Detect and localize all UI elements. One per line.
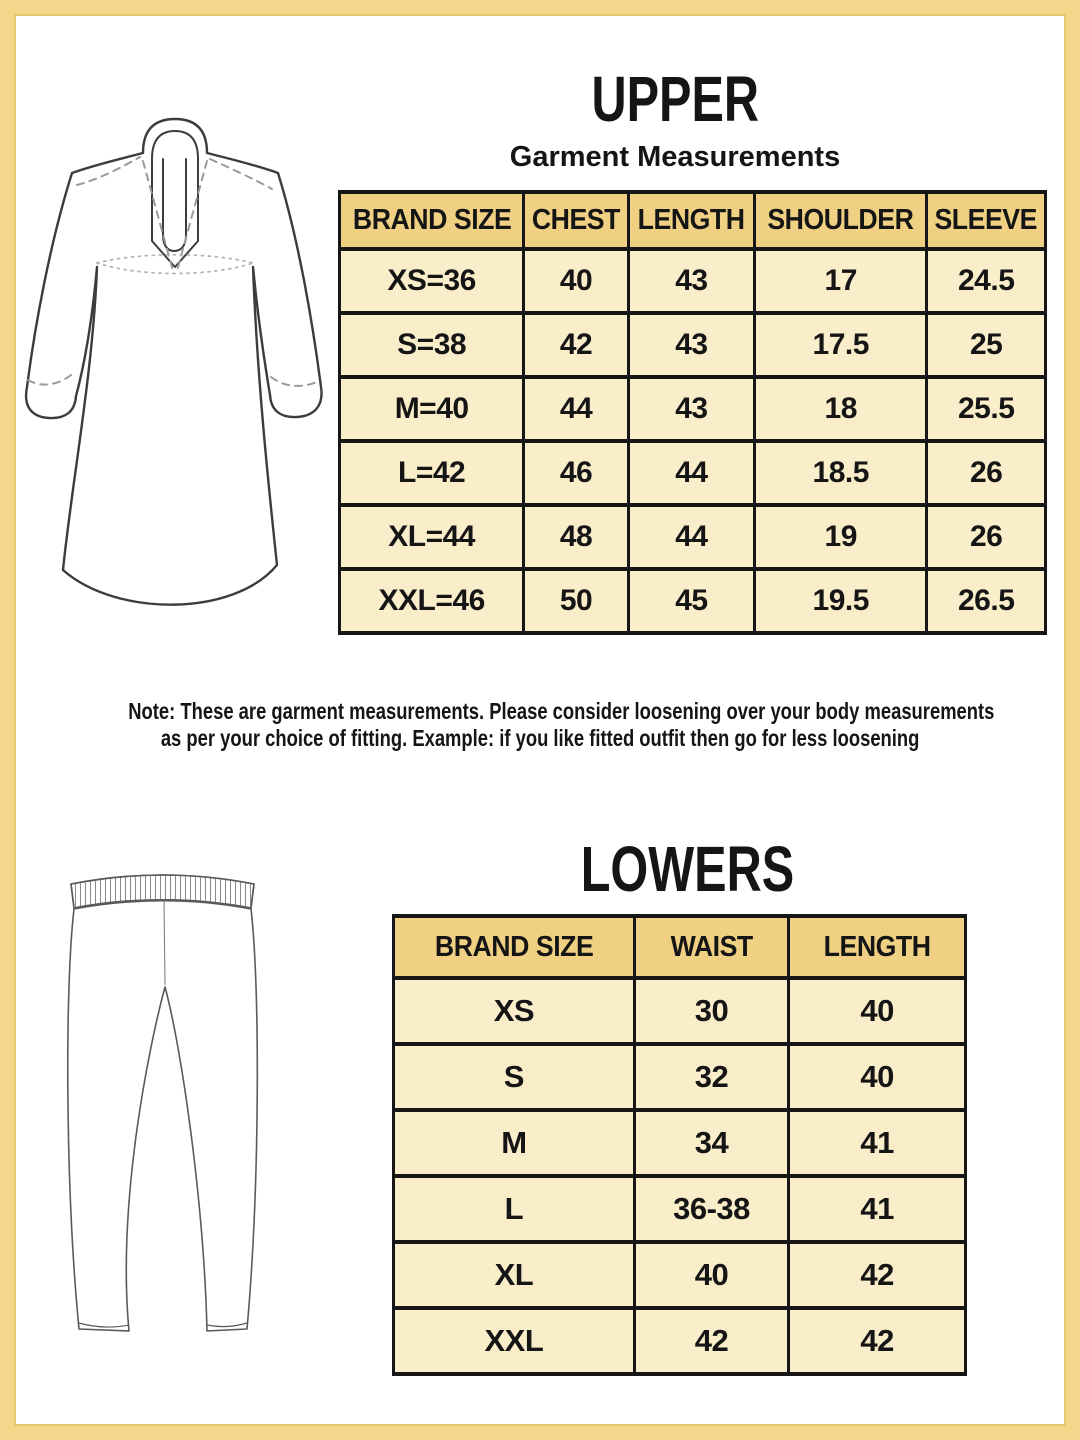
garment-measurements-subtitle: Garment Measurements (509, 141, 841, 173)
table-row-m (394, 1110, 966, 1176)
table-row-xs (340, 249, 1046, 313)
table-row-s (394, 1044, 966, 1110)
column-header-chest (524, 192, 628, 249)
column-header-label: SLEEVE (934, 204, 1038, 236)
table-cell: 40 (524, 249, 628, 313)
lowers-title-text: LOWERS (580, 833, 794, 905)
table-cell: L (394, 1176, 635, 1242)
note-line-2: as per your choice of fitting. Example: if you like fitted outfit then go for less loosening (160, 725, 920, 751)
table-cell: 30 (634, 978, 788, 1044)
table-cell: M=40 (340, 377, 524, 441)
upper-section-title (300, 63, 1050, 135)
table-cell: 44 (628, 505, 754, 569)
table-cell: XL (394, 1242, 635, 1308)
table-cell: 46 (524, 441, 628, 505)
table-row-xl (340, 505, 1046, 569)
table-cell: 43 (628, 377, 754, 441)
table-cell: 18 (755, 377, 927, 441)
table-row-l (340, 441, 1046, 505)
table-cell: 19.5 (755, 569, 927, 633)
table-cell: 42 (789, 1308, 966, 1374)
column-header-label: LENGTH (823, 930, 931, 963)
lowers-section-title (312, 833, 1062, 905)
table-cell: XS=36 (340, 249, 524, 313)
note-line-1: Note: These are garment measurements. Please consider loosening over your body measurements (128, 698, 995, 724)
column-header-label: CHEST (531, 204, 621, 236)
upper-size-table (338, 190, 1047, 635)
table-cell: 19 (755, 505, 927, 569)
table-cell: 26 (927, 505, 1046, 569)
table-cell: 43 (628, 313, 754, 377)
table-row-m (340, 377, 1046, 441)
table-cell: S (394, 1044, 635, 1110)
table-cell: XXL=46 (340, 569, 524, 633)
table-cell: 32 (634, 1044, 788, 1110)
column-header-label: LENGTH (637, 204, 745, 236)
table-cell: 41 (789, 1110, 966, 1176)
measurement-note (20, 698, 1060, 752)
table-cell: 25 (927, 313, 1046, 377)
table-cell: 17.5 (755, 313, 927, 377)
table-cell: 34 (634, 1110, 788, 1176)
column-header-sleeve (927, 192, 1046, 249)
table-cell: 40 (789, 1044, 966, 1110)
table-cell: 45 (628, 569, 754, 633)
table-cell: XXL (394, 1308, 635, 1374)
table-cell: 44 (524, 377, 628, 441)
pants-illustration (55, 865, 270, 1355)
table-cell: 26.5 (927, 569, 1046, 633)
column-header-label: WAIST (670, 930, 753, 963)
column-header-length (628, 192, 754, 249)
table-cell: 40 (789, 978, 966, 1044)
upper-title-text: UPPER (591, 63, 759, 135)
table-cell: L=42 (340, 441, 524, 505)
column-header-length (789, 916, 966, 978)
kurta-illustration (10, 113, 330, 658)
table-cell: S=38 (340, 313, 524, 377)
table-cell: 42 (634, 1308, 788, 1374)
table-cell: XL=44 (340, 505, 524, 569)
lowers-size-table (392, 914, 967, 1376)
column-header-brand-size (394, 916, 635, 978)
upper-table-header-row (340, 192, 1046, 249)
table-cell: XS (394, 978, 635, 1044)
table-cell: 26 (927, 441, 1046, 505)
table-cell: 25.5 (927, 377, 1046, 441)
table-cell: 42 (789, 1242, 966, 1308)
table-cell: 42 (524, 313, 628, 377)
table-row-xl (394, 1242, 966, 1308)
table-cell: M (394, 1110, 635, 1176)
table-cell: 24.5 (927, 249, 1046, 313)
table-cell: 40 (634, 1242, 788, 1308)
table-cell: 18.5 (755, 441, 927, 505)
column-header-shoulder (755, 192, 927, 249)
table-cell: 44 (628, 441, 754, 505)
table-cell: 48 (524, 505, 628, 569)
table-row-xxl (340, 569, 1046, 633)
table-row-xs (394, 978, 966, 1044)
column-header-label: BRAND SIZE (434, 930, 594, 963)
table-cell: 17 (755, 249, 927, 313)
table-cell: 36-38 (634, 1176, 788, 1242)
table-row-xxl (394, 1308, 966, 1374)
table-cell: 43 (628, 249, 754, 313)
column-header-label: BRAND SIZE (352, 204, 511, 236)
column-header-label: SHOULDER (767, 204, 914, 236)
table-row-l (394, 1176, 966, 1242)
table-cell: 50 (524, 569, 628, 633)
table-row-s (340, 313, 1046, 377)
lowers-table-header-row (394, 916, 966, 978)
column-header-brand-size (340, 192, 524, 249)
table-cell: 41 (789, 1176, 966, 1242)
column-header-waist (634, 916, 788, 978)
